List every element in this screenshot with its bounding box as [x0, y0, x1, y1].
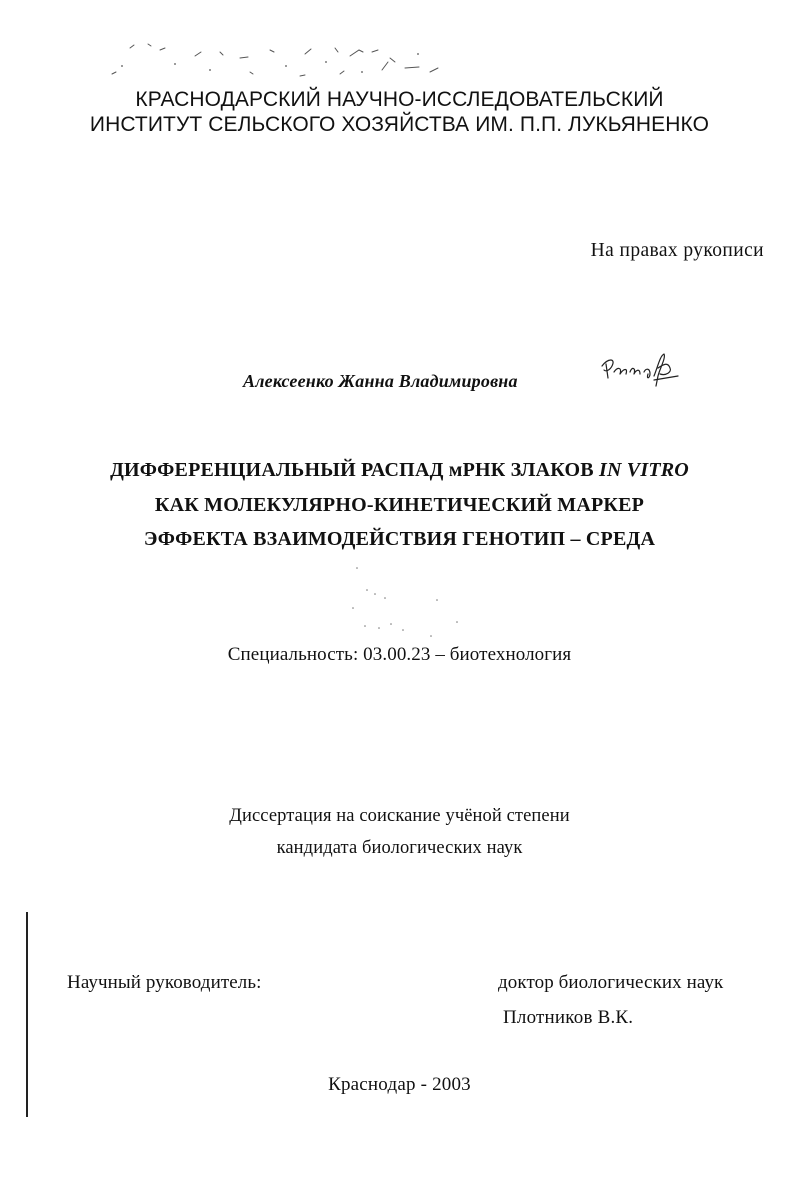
institute-line-1: КРАСНОДАРСКИЙ НАУЧНО-ИССЛЕДОВАТЕЛЬСКИЙ [135, 88, 664, 111]
scan-artifact-top [100, 36, 460, 86]
manuscript-rights: На правах рукописи [590, 240, 764, 261]
degree-statement [0, 800, 799, 864]
title-line-1-italic: IN VITRO [598, 459, 689, 481]
title-line-1-main: ДИФФЕРЕНЦИАЛЬНЫЙ РАСПАД мРНК ЗЛАКОВ [110, 459, 599, 481]
title-line-2: КАК МОЛЕКУЛЯРНО-КИНЕТИЧЕСКИЙ МАРКЕР [154, 493, 645, 516]
specialty: Специальность: 03.00.23 – биотехнология [227, 644, 572, 665]
institute-name [0, 87, 799, 137]
handwritten-signature [598, 346, 684, 392]
title-line-1 [0, 453, 799, 488]
degree-line-2: кандидата биологических наук [276, 838, 523, 858]
city-year: Краснодар - 2003 [328, 1074, 471, 1095]
institute-line-2: ИНСТИТУТ СЕЛЬСКОГО ХОЗЯЙСТВА ИМ. П.П. ЛУКЬЯНЕНКО [89, 113, 710, 136]
advisor-name: Плотников В.К. [503, 1007, 634, 1028]
title-line-3: ЭФФЕКТА ВЗАИМОДЕЙСТВИЯ ГЕНОТИП – СРЕДА [143, 528, 656, 550]
dissertation-title [0, 453, 799, 557]
degree-line-1: Диссертация на соискание учёной степени [229, 806, 570, 826]
scan-artifact-middle [345, 560, 465, 640]
author-name: Алексеенко Жанна Владимировна [243, 371, 518, 391]
advisor-degree: доктор биологических наук [498, 972, 724, 993]
advisor-label: Научный руководитель: [67, 972, 262, 993]
